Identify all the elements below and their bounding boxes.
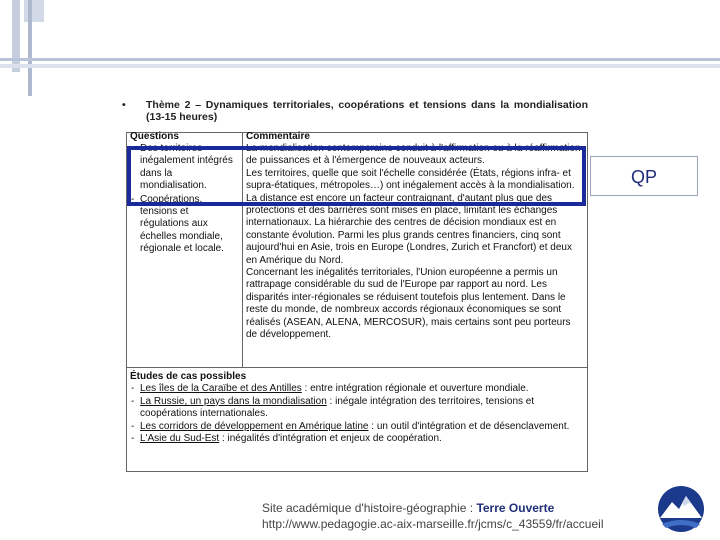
case-item xyxy=(130,396,584,421)
case-text: : un outil d'intégration et de désenclavement. xyxy=(368,420,570,432)
case-item xyxy=(130,421,584,433)
footer-site xyxy=(262,500,662,516)
case-item xyxy=(130,433,584,445)
case-title: L'Asie du Sud-Est xyxy=(140,433,220,445)
footer-site-name: Terre Ouverte xyxy=(476,501,555,515)
case-text: : entre intégration régionale et ouverture mondiale. xyxy=(301,383,529,395)
case-text: : inégale intégration des territoires, tensions et coopérations internationales. xyxy=(140,395,535,420)
theme-heading xyxy=(122,99,588,123)
mountain-globe-logo-icon xyxy=(652,482,710,534)
case-title: Les corridors de développement en Amérique latine xyxy=(140,420,369,432)
case-title: Les îles de la Caraïbe et des Antilles xyxy=(140,383,302,395)
case-item xyxy=(130,383,584,395)
case-studies xyxy=(127,367,587,471)
qp-callout: QP xyxy=(590,156,698,196)
question-item: - Des territoires inégalement intégrés dans la mondialisation. xyxy=(130,143,239,193)
decor-bar xyxy=(28,0,32,96)
footer-site-prefix: Site académique d'histoire-géographie : xyxy=(262,501,477,515)
theme-title: Thème 2 – Dynamiques territoriales, coopérations et tensions dans la mondialisation (13-15 heures) xyxy=(146,99,588,123)
case-text: : inégalités d'intégration et enjeux de coopération. xyxy=(219,433,442,445)
footer-url[interactable]: http://www.pedagogie.ac-aix-marseille.fr/jcms/c_43559/fr/accueil xyxy=(262,517,604,531)
decor-bar xyxy=(24,0,44,22)
commentaire-header: Commentaire xyxy=(246,131,310,142)
question-item: - Coopérations, tensions et régulations aux échelles mondiale, régionale et locale. xyxy=(130,194,239,256)
decor-line xyxy=(0,64,720,68)
case-studies-header: Études de cas possibles xyxy=(130,371,247,382)
bullet: • xyxy=(122,99,126,111)
commentaire-text: La mondialisation contemporaine conduit à l'affirmation ou à la réaffirmation de puissances et à l'émergence de nouveaux acteurs. Les territoires, quelle que soit l'échelle considérée (États, régions infra- et supra-étatiques, métropoles…) ont inégalement accès à la mondialisation. La distance est encore un facteur contraignant, d'autant plus que des protections et des barrières sont mises en place, limitant les échanges internationaux. La hiérarchie des centres de décision mondiaux est en constante évolution. Parmi les plus grands centres financiers, cinq sont aujourd'hui en Asie, trois en Europe (Londres, Zurich et Francfort) et deux en Amérique du Nord. Concernant les inégalités territoriales, l'Union européenne a permis un rattrapage considérable du sud de l'Europe par rapport au nord. Les disparités inter-régionales se réduisent toutefois plus lentement. Dans le reste du monde, de nombreux accords régionaux économiques se sont réalisés (ASEAN, ALENA, MERCOSUR), mais certains sont peu porteurs de développement. xyxy=(246,143,581,341)
decor-bar xyxy=(12,0,20,72)
case-title: La Russie, un pays dans la mondialisation xyxy=(140,395,327,407)
questions-header: Questions xyxy=(130,131,179,142)
footer xyxy=(262,500,662,532)
highlight-frame xyxy=(127,146,586,206)
decor-line xyxy=(0,58,720,61)
